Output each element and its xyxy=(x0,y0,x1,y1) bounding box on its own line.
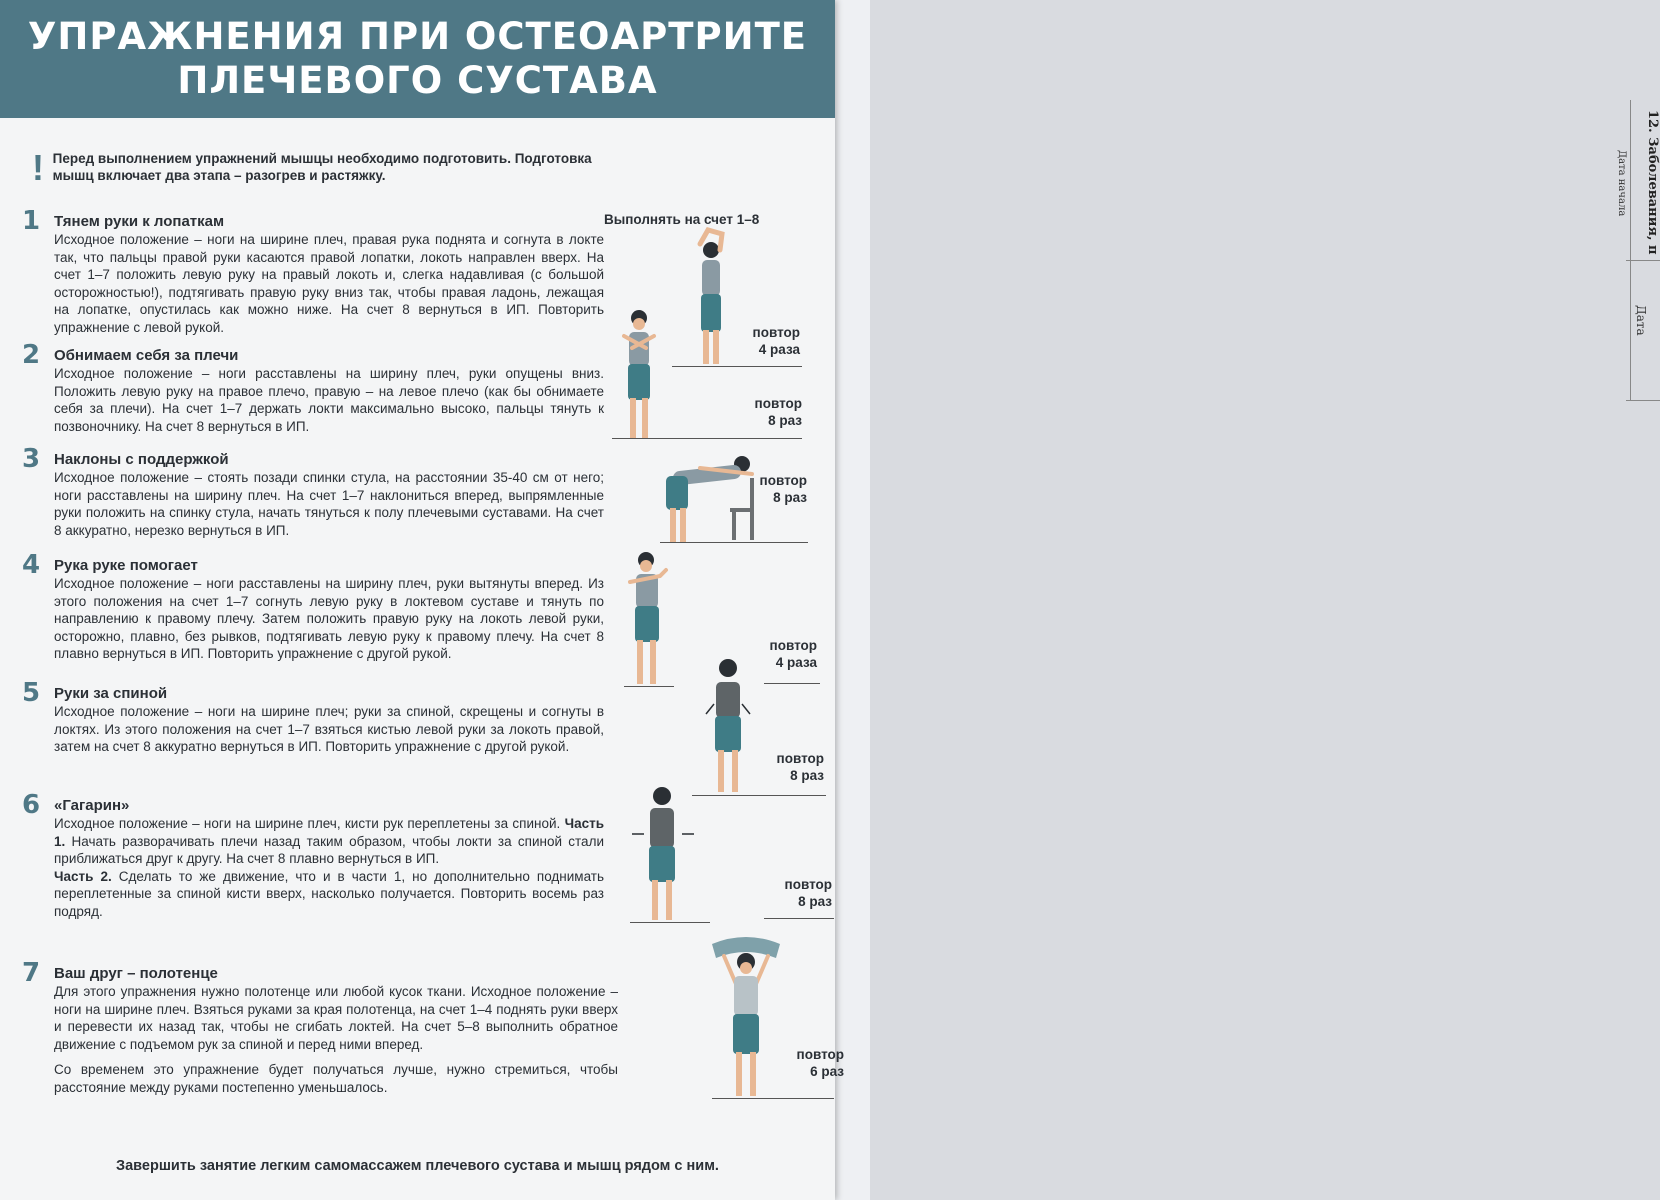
warning-note xyxy=(32,147,612,188)
exercise-5 xyxy=(22,678,604,756)
repeat-label-4 xyxy=(745,637,817,671)
warning-text: Перед выполнением упражнений мышцы необходимо подготовить. Подготовка мышц включает два этапа – разогрев и растяжку. xyxy=(52,151,592,183)
exercise-number: 6 xyxy=(22,790,41,820)
exercise-note: Со временем это упражнение будет получаться лучше, нужно стремиться, чтобы расстояние между руками постепенно уменьшалось. xyxy=(54,1062,618,1095)
floor-line xyxy=(630,922,710,923)
repeat-count: 8 раз xyxy=(768,413,802,428)
exercise-description xyxy=(54,815,604,921)
figure-arm-to-shoulder-blade xyxy=(686,224,736,366)
figure-arm-helps-arm xyxy=(624,548,674,686)
part1-label: Часть 1. xyxy=(54,816,604,849)
floor-line xyxy=(712,1098,834,1099)
background-doc-date: Дата xyxy=(1634,305,1648,336)
background-doc-rule xyxy=(1630,100,1631,400)
page-title-line1: УПРАЖНЕНИЯ ПРИ ОСТЕОАРТРИТЕ xyxy=(27,15,808,58)
exercise-number: 3 xyxy=(22,444,41,474)
background-doc-rule xyxy=(1626,400,1660,401)
part2-text: Сделать то же движение, что и в части 1, но дополнительно поднимать переплетенные за спиной кисти вверх, насколько получается. Повторить восемь раз подряд. xyxy=(54,868,605,919)
part2-label: Часть 2. xyxy=(54,868,112,884)
exercise-intro: Исходное положение – ноги на ширине плеч, кисти рук переплетены за спиной. xyxy=(54,816,561,831)
figure-hug-shoulders xyxy=(616,306,662,440)
repeat-count: 4 раза xyxy=(758,342,800,357)
exercise-description: Исходное положение – ноги на ширине плеч; руки за спиной, скрещены и согнуты в локтях. Из этого положения на счет 1–7 взяться кистью левой руки за локоть правой, затем на счет 8 аккуратно вернуться в ИП. Повторить упражнение с другой рукой. xyxy=(54,704,604,755)
exercise-title: Наклоны с поддержкой xyxy=(54,451,229,468)
exercise-description: Исходное положение – ноги на ширине плеч, правая рука поднята и согнута в локте так, что пальцы правой руки касаются правой лопатки, локоть направлен вверх. На счет 1–7 положить левую руку на правый локоть и, слегка надавливая (с большой осторожностью!), подтягивать правую руку вниз так, чтобы правая ладонь, лежащая на лопатке, опустилась как можно ниже. На счет 8 вернуться в ИП. Повторить упражнение с левой рукой. xyxy=(54,232,604,335)
floor-line xyxy=(764,683,820,684)
repeat-label-2 xyxy=(730,395,802,429)
repeat-count: 6 раз xyxy=(810,1064,844,1079)
repeat-count: 8 раз xyxy=(773,490,807,505)
exercise-description: Для этого упражнения нужно полотенце или любой кусок ткани. Исходное положение – ноги на ширине плеч. Взяться руками за края полотенца, на счет 1–4 поднять руки вверх и перевести их назад так, чтобы не сгибать локтей. На счет 5–8 выполнить обратное движение с подъемом рук за спиной и перед ними вперед. xyxy=(54,984,618,1052)
repeat-label-1 xyxy=(730,324,800,358)
exclamation-icon: ! xyxy=(32,147,44,188)
repeat-word: повтор xyxy=(784,877,832,892)
background-doc-column: Дата начала xyxy=(1616,150,1627,217)
figure-towel-stretch xyxy=(706,928,786,1098)
page-header xyxy=(0,0,835,118)
exercise-title: Тянем руки к лопаткам xyxy=(54,213,225,230)
exercise-description: Исходное положение – стоять позади спинки стула, на расстоянии 35-40 см от него; ноги расставлены на ширину плеч. На счет 1–7 наклониться вперед, выпрямленные руки положить на спинку стула, начать тянуться к полу плечевыми суставами. На счет 8 аккуратно, нерезко вернуться в ИП. xyxy=(54,470,604,538)
repeat-label-6 xyxy=(760,876,832,910)
exercise-title: Обнимаем себя за плечи xyxy=(54,347,239,364)
part1-text: Начать разворачивать плечи назад таким образом, чтобы локти за спиной стали приближаться друг к другу. На счет 8 плавно вернуться в ИП. xyxy=(54,833,604,867)
floor-line xyxy=(624,686,674,687)
exercise-description: Исходное положение – ноги расставлены на ширину плеч, руки опущены вниз. Положить левую руку на правое плечо, правую – на левое плечо (как бы обнимаете себя за плечи). На счет 1–7 держать локти максимально высоко, пальцы тянуть к позвоночнику. На счет 8 вернуться в ИП. xyxy=(54,366,604,434)
exercise-title: «Гагарин» xyxy=(54,797,130,814)
repeat-word: повтор xyxy=(769,638,817,653)
repeat-count: 8 раз xyxy=(790,768,824,783)
repeat-word: повтор xyxy=(754,396,802,411)
exercise-4 xyxy=(22,550,604,663)
background-doc-rule xyxy=(1626,260,1660,261)
exercise-title: Рука руке помогает xyxy=(54,557,198,574)
figure-gagarin xyxy=(630,782,696,922)
page-title-line2: ПЛЕЧЕВОГО СУСТАВА xyxy=(177,59,658,102)
background-doc-title: 12. Заболевания, п xyxy=(1645,110,1660,255)
repeat-count: 4 раза xyxy=(775,655,817,670)
exercise-6 xyxy=(22,790,605,921)
exercise-number: 2 xyxy=(22,340,41,370)
repeat-label-5 xyxy=(752,750,824,784)
repeat-word: повтор xyxy=(776,751,824,766)
exercise-number: 4 xyxy=(22,550,41,580)
floor-line xyxy=(672,366,802,367)
exercise-3 xyxy=(22,444,604,539)
exercise-7 xyxy=(22,958,618,1097)
closing-instruction: Завершить занятие легким самомассажем плечевого сустава и мышц рядом с ним. xyxy=(116,1158,719,1174)
repeat-word: повтор xyxy=(752,325,800,340)
repeat-word: повтор xyxy=(796,1047,844,1062)
repeat-word: повтор xyxy=(759,473,807,488)
exercise-number: 7 xyxy=(22,958,41,988)
exercise-1 xyxy=(22,206,604,337)
exercise-number: 1 xyxy=(22,206,41,236)
exercise-title: Ваш друг – полотенце xyxy=(54,965,218,982)
figure-bend-with-chair xyxy=(660,450,760,544)
exercise-title: Руки за спиной xyxy=(54,685,168,702)
floor-line xyxy=(764,918,834,919)
repeat-count: 8 раз xyxy=(798,894,832,909)
figure-hands-behind-back xyxy=(702,654,754,794)
floor-line xyxy=(692,795,826,796)
count-instruction: Выполнять на счет 1–8 xyxy=(604,212,760,227)
exercise-number: 5 xyxy=(22,678,41,708)
exercise-description: Исходное положение – ноги расставлены на ширину плеч, руки вытянуты вперед. Из этого положения на счет 1–7 согнуть левую руку в локтевом суставе и тянуть по направлению к правому плечу. Затем положить правую руку на локоть левой руки, осторожно, плавно, без рывков, подтягивать левую руку к правому плечу. На счет 8 плавно вернуться в ИП. Повторить упражнение с другой рукой. xyxy=(54,576,604,662)
exercise-2 xyxy=(22,340,604,435)
